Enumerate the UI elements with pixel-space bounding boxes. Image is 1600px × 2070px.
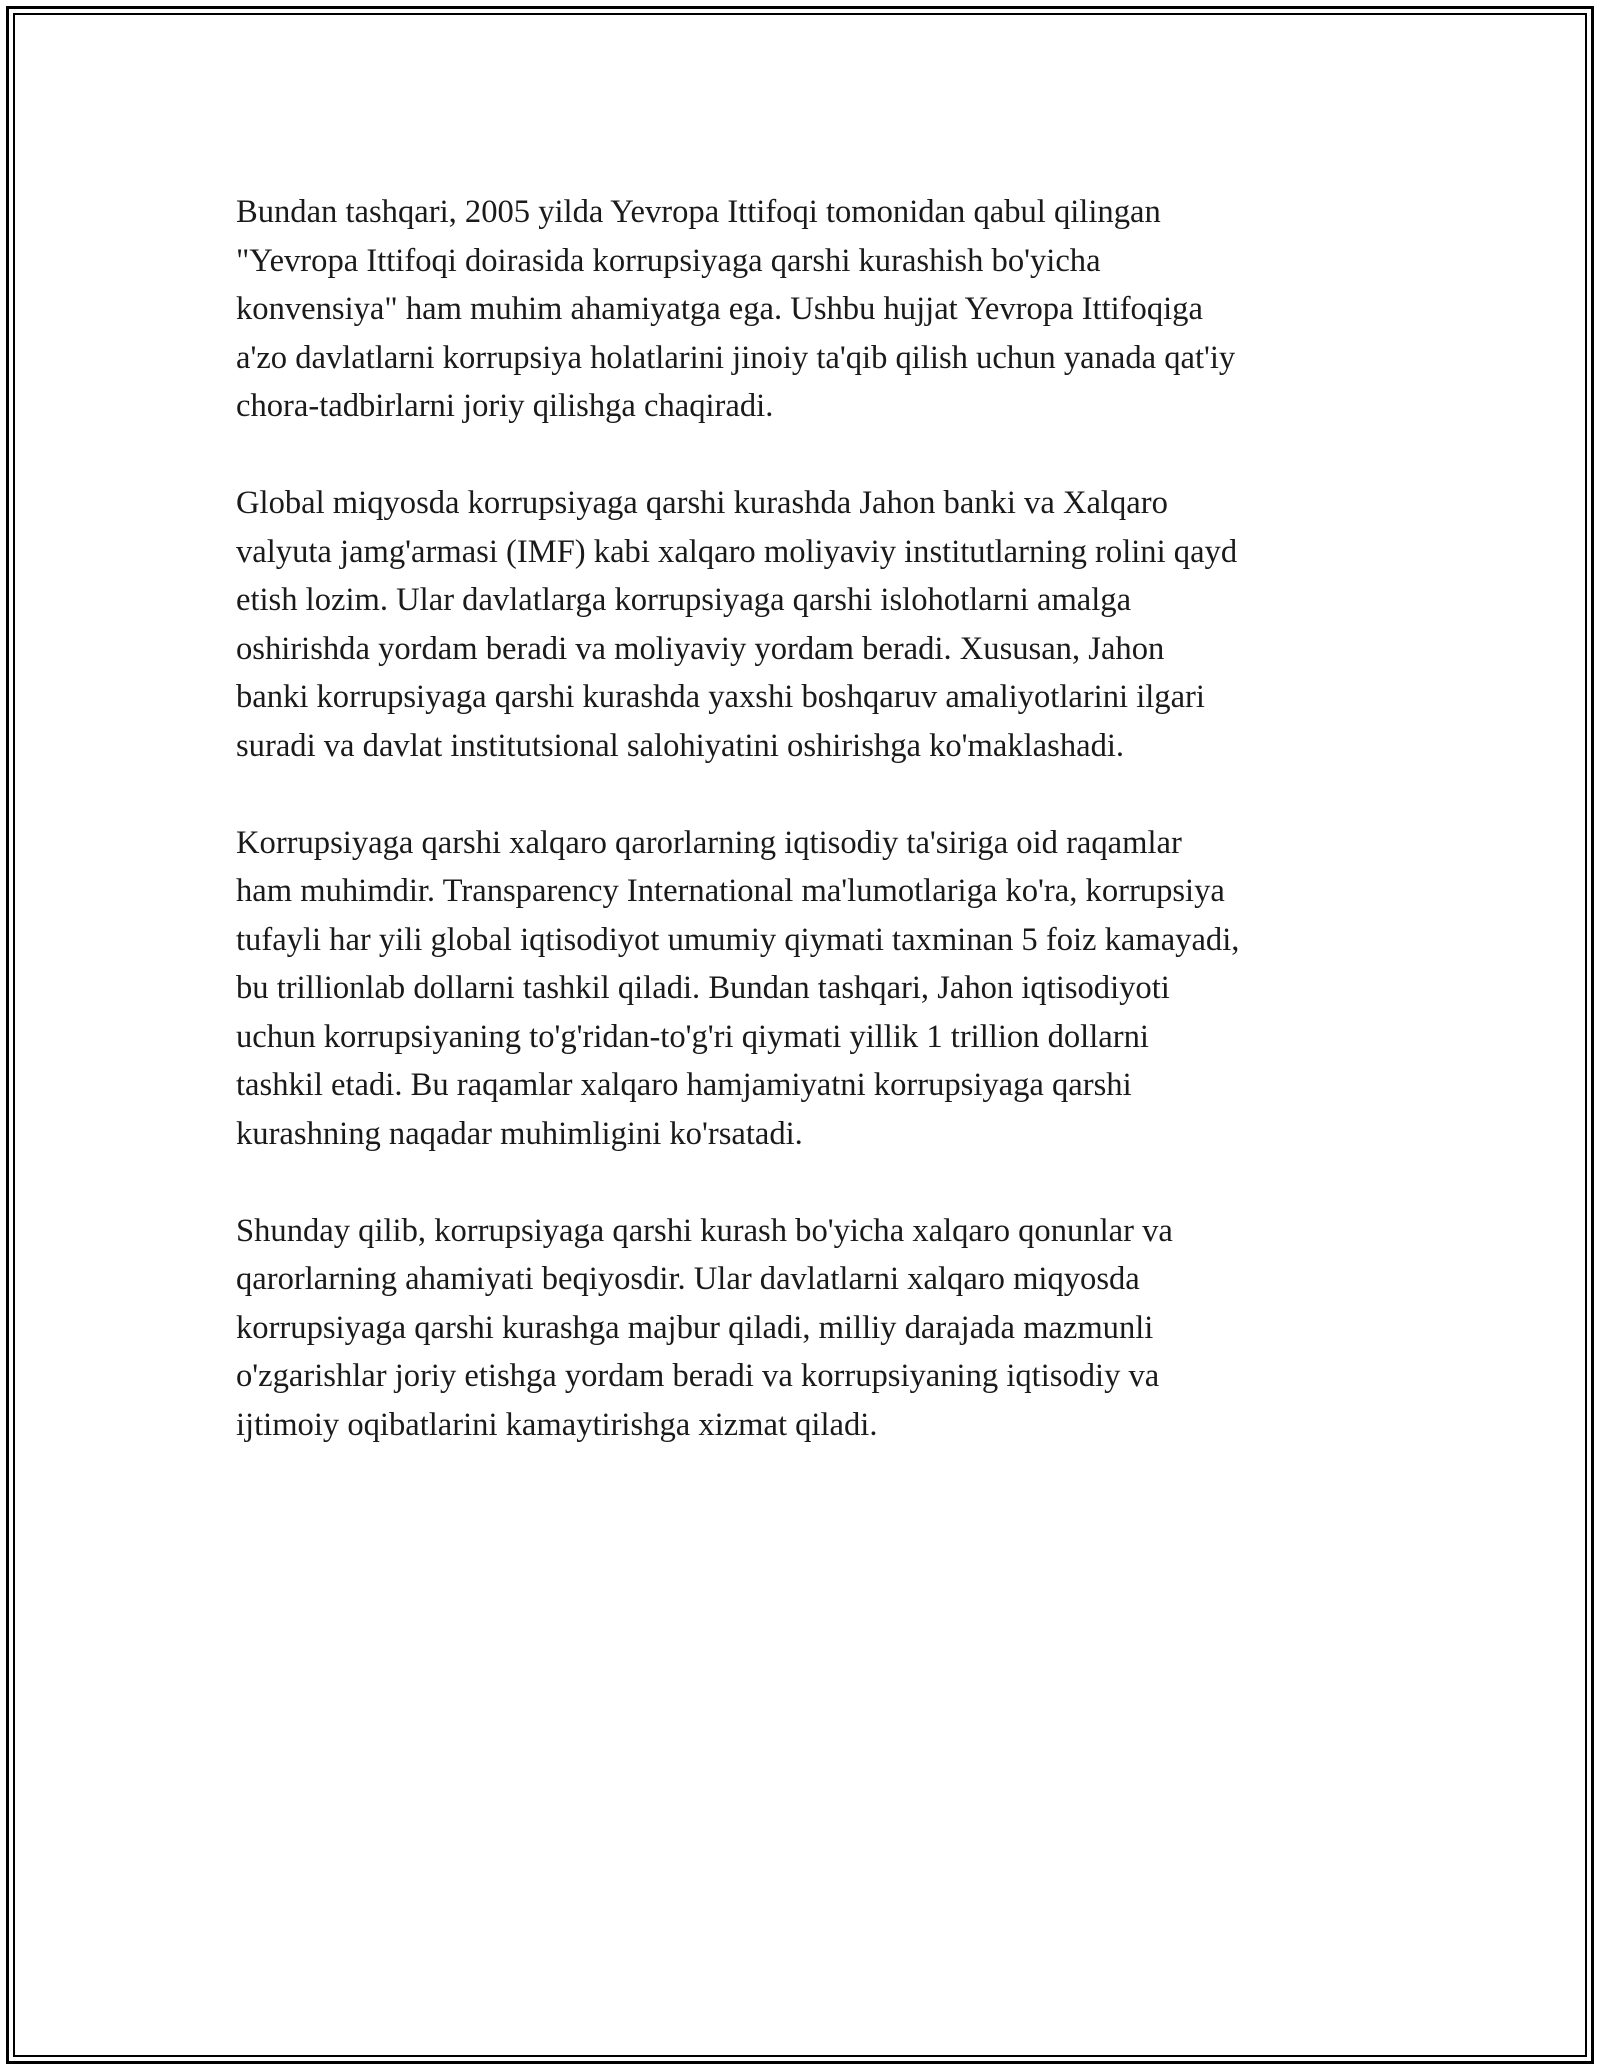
paragraph-conclusion: Shunday qilib, korrupsiyaga qarshi kurash bo'yicha xalqaro qonunlar va qarorlarning ahamiyati beqiyosdir. Ular davlatlarni xalqaro miqyosda korrupsiyaga qarshi kurashga majbur qiladi, milliy darajada mazmunli o'zgarishlar joriy etishga yordam beradi va korrupsiyaning iqtisodiy va ijtimoiy oqibatlarini kamaytirishga xizmat qiladi. <box>236 1212 1173 1443</box>
paragraph-eu-convention: Bundan tashqari, 2005 yilda Yevropa Ittifoqi tomonidan qabul qilingan "Yevropa Ittifoqi doirasida korrupsiyaga qarshi kurashish bo'yicha konvensiya" ham muhim ahamiyatga ega. Ushbu hujjat Yevropa Ittifoqiga a'zo davlatlarni korrupsiya holatlarini jinoiy ta'qib qilish uchun yanada qat'iy chora-tadbirlarni joriy qilishga chaqiradi. <box>236 194 1236 424</box>
paragraph-economic-impact: Korrupsiyaga qarshi xalqaro qarorlarning iqtisodiy ta'siriga oid raqamlar ham muhimdir. Transparency International ma'lumotlariga ko'ra, korrupsiya tufayli har yili global iqtisodiyot umumiy qiymati taxminan 5 foiz kamayadi, bu trillionlab dollarni tashkil qiladi. Bundan tashqari, Jahon iqtisodiyoti uchun korrupsiyaning to'g'ridan-to'g'ri qiymati yillik 1 trillion dollarni tashkil etadi. Bu raqamlar xalqaro hamjamiyatni korrupsiyaga qarshi kurashning naqadar muhimligini ko'rsatadi. <box>236 824 1240 1152</box>
paragraph-financial-institutions: Global miqyosda korrupsiyaga qarshi kurashda Jahon banki va Xalqaro valyuta jamg'armasi (IMF) kabi xalqaro moliyaviy institutlarning rolini qayd etish lozim. Ular davlatlarga korrupsiyaga qarshi islohotlarni amalga oshirishda yordam beradi va moliyaviy yordam beradi. Xususan, Jahon banki korrupsiyaga qarshi kurashda yaxshi boshqaruv amaliyotlarini ilgari suradi va davlat institutsional salohiyatini oshirishga ko'maklashadi. <box>236 485 1238 764</box>
document-body <box>236 188 1386 1498</box>
